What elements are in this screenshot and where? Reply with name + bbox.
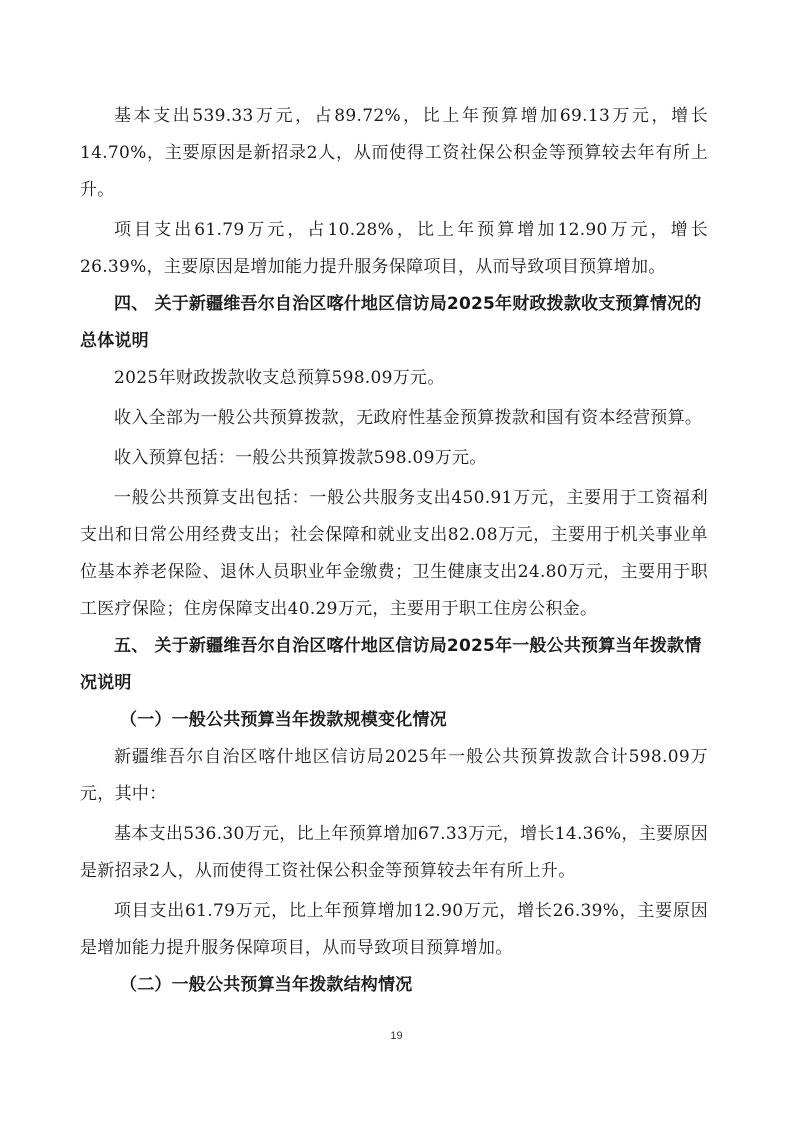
paragraph-income-composition: 收入全部为一般公共预算拨款，无政府性基金预算拨款和国有资本经营预算。 — [114, 408, 703, 428]
paragraph-project-expenditure: 项目支出61.79万元，占10.28%，比上年预算增加12.90万元，增长26.39%，主要原因是增加能力提升服务保障项目，从而导致项目预算增加。 — [80, 220, 708, 277]
subsection-heading-1: （一）一般公共预算当年拨款规模变化情况 — [120, 710, 447, 730]
paragraph-project-expenditure-2: 项目支出61.79万元，比上年预算增加12.90万元，增长26.39%，主要原因是增加能力提升服务保障项目，从而导致项目预算增加。 — [80, 901, 708, 958]
paragraph-income-budget: 收入预算包括：一般公共预算拨款598.09万元。 — [114, 448, 487, 468]
paragraph-appropriation-total: 新疆维吾尔自治区喀什地区信访局2025年一般公共预算拨款合计598.09万元，其中： — [80, 747, 708, 804]
paragraph-expenditure-breakdown: 一般公共预算支出包括：一般公共服务支出450.91万元，主要用于工资福利支出和日常公用经费支出；社会保障和就业支出82.08万元，主要用于机关事业单位基本养老保险、退休人员职业年金缴费；卫生健康支出24.80万元，主要用于职工医疗保险；住房保障支出40.29万元，主要用于职工住房公积金。 — [80, 488, 708, 619]
paragraph-basic-expenditure-2: 基本支出536.30万元，比上年预算增加67.33万元，增长14.36%，主要原因是新招录2人，从而使得工资社保公积金等预算较去年有所上升。 — [80, 824, 708, 881]
section-heading-5: 五、 关于新疆维吾尔自治区喀什地区信访局2025年一般公共预算当年拨款情况说明 — [80, 636, 702, 693]
section-heading-4: 四、 关于新疆维吾尔自治区喀什地区信访局2025年财政拨款收支预算情况的总体说明 — [80, 294, 702, 351]
document-body — [80, 98, 708, 1004]
paragraph-total-budget: 2025年财政拨款收支总预算598.09万元。 — [114, 368, 445, 388]
paragraph-basic-expenditure: 基本支出539.33万元，占89.72%，比上年预算增加69.13万元，增长14.70%，主要原因是新招录2人，从而使得工资社保公积金等预算较去年有所上升。 — [80, 106, 708, 200]
subsection-heading-2: （二）一般公共预算当年拨款结构情况 — [120, 975, 413, 995]
page-number: 19 — [390, 1030, 403, 1042]
